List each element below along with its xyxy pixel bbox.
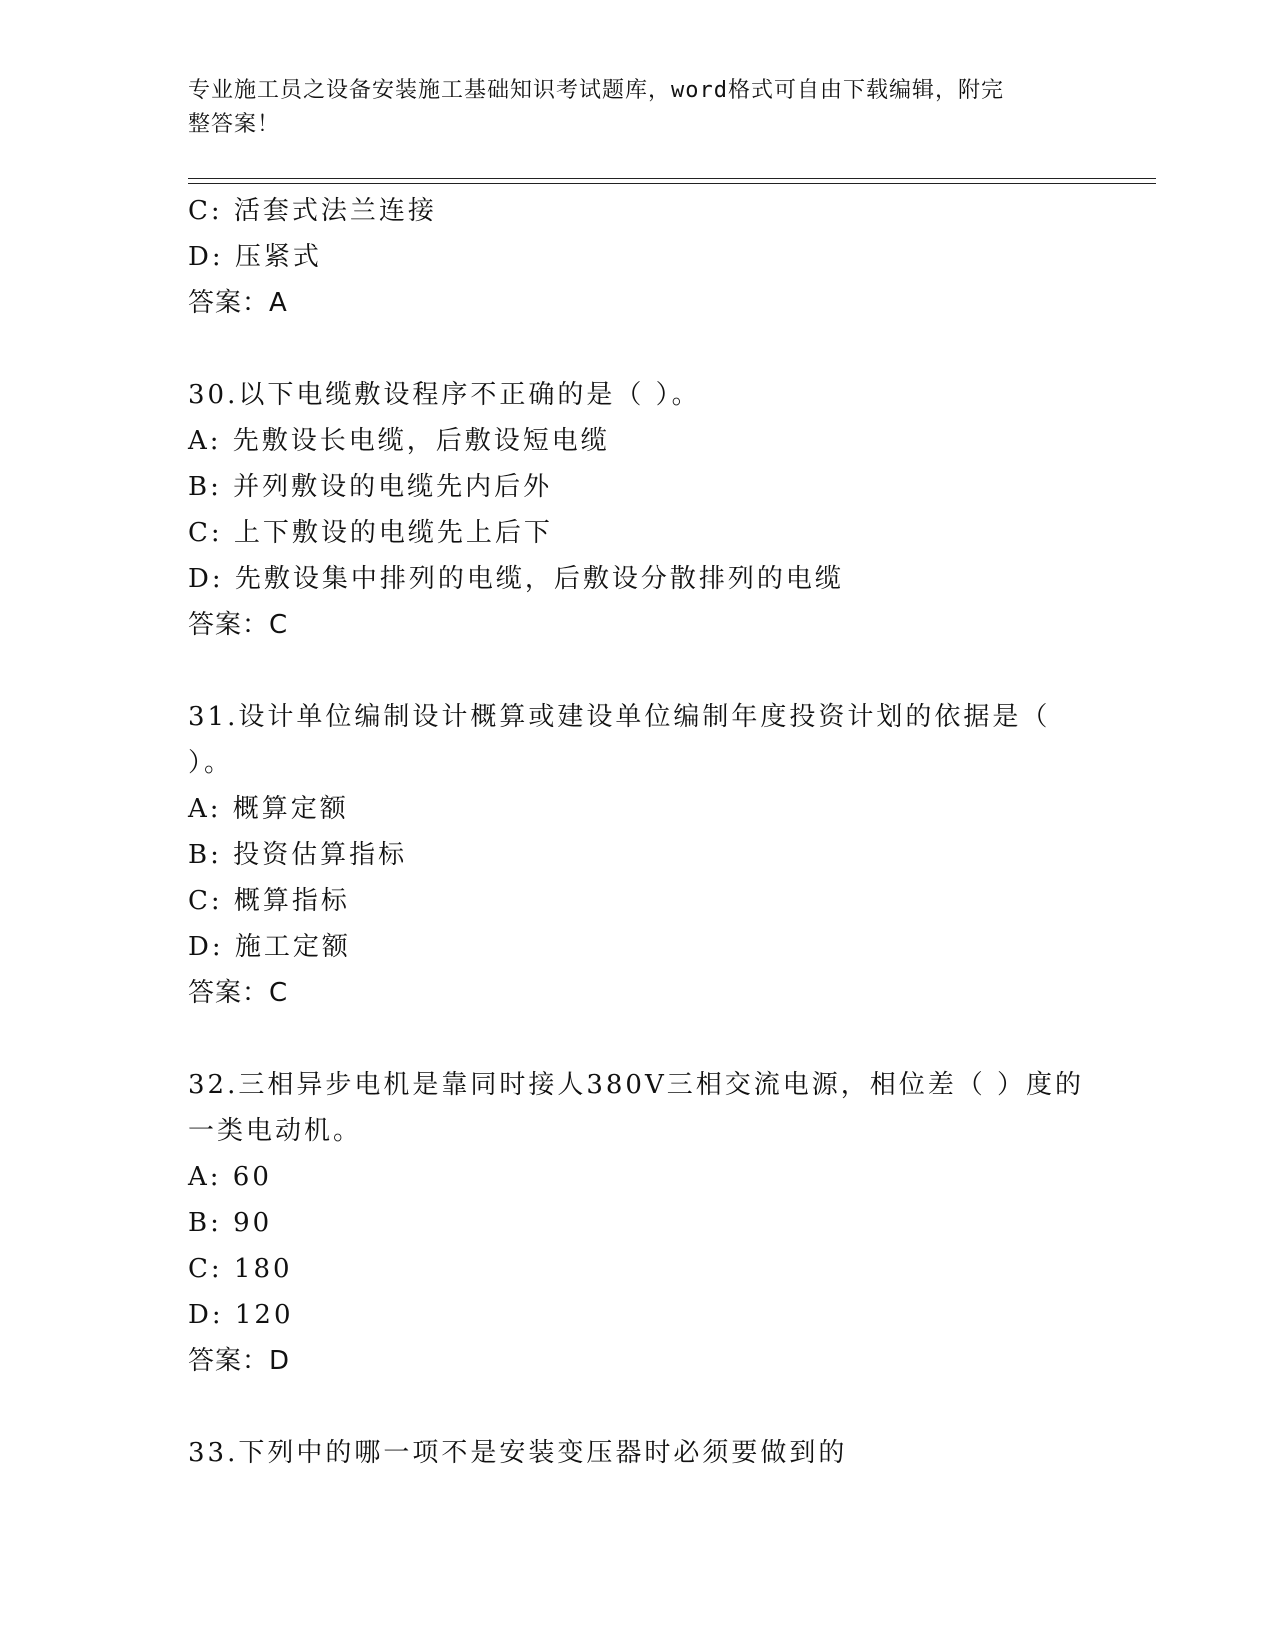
header-line-2: 整答案！ — [188, 112, 281, 137]
answer: 答案：C — [188, 978, 289, 1008]
option-c: C: 概算指标 — [188, 886, 350, 916]
answer: 答案：C — [188, 610, 289, 640]
question-stem: 33.下列中的哪一项不是安装变压器时必须要做到的 — [188, 1438, 848, 1468]
header-divider-bottom — [188, 183, 1156, 184]
answer: 答案：D — [188, 1346, 291, 1376]
spacer — [188, 326, 1088, 372]
question-list — [188, 188, 1088, 1476]
option-b: B: 投资估算指标 — [188, 840, 408, 870]
option-a: A: 概算定额 — [188, 794, 349, 824]
option-d: D: 先敷设集中排列的电缆，后敷设分散排列的电缆 — [188, 564, 844, 594]
option-d: D: 120 — [188, 1300, 294, 1330]
question-stem: 32.三相异步电机是靠同时接人380V三相交流电源，相位差（ ）度的 — [188, 1070, 1085, 1100]
option-c: C: 180 — [188, 1254, 293, 1284]
option-b: B: 90 — [188, 1208, 273, 1238]
spacer — [188, 1384, 1088, 1430]
header-divider-top — [188, 178, 1156, 179]
answer: 答案：A — [188, 288, 288, 318]
option-b: B: 并列敷设的电缆先内后外 — [188, 472, 553, 502]
question-stem-continued: 一类电动机。 — [188, 1116, 363, 1146]
option-c: C: 活套式法兰连接 — [188, 196, 437, 226]
spacer — [188, 648, 1088, 694]
option-c: C: 上下敷设的电缆先上后下 — [188, 518, 553, 548]
header-line-1: 专业施工员之设备安装施工基础知识考试题库，word格式可自由下载编辑，附完 — [188, 78, 1004, 103]
option-a: A: 先敷设长电缆，后敷设短电缆 — [188, 426, 610, 456]
option-d: D: 施工定额 — [188, 932, 351, 962]
spacer — [188, 1016, 1088, 1062]
question-stem: 30.以下电缆敷设程序不正确的是（ ）。 — [188, 380, 701, 410]
option-d: D: 压紧式 — [188, 242, 322, 272]
option-a: A: 60 — [188, 1162, 272, 1192]
document-header — [188, 74, 1068, 142]
question-stem-continued: ）。 — [188, 748, 234, 778]
question-stem: 31.设计单位编制设计概算或建设单位编制年度投资计划的依据是（ — [188, 702, 1051, 732]
